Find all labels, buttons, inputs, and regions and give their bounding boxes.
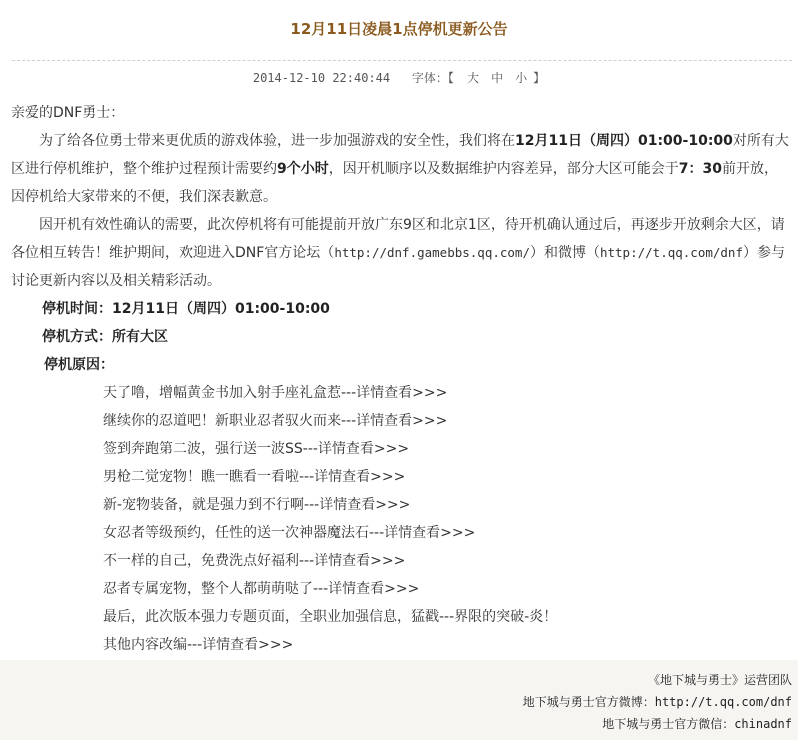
field-value: 12月11日（周四）01:00-10:00: [112, 301, 330, 317]
weibo-link[interactable]: http://t.qq.com/dnf: [654, 695, 792, 709]
field-value: 所有大区: [112, 329, 168, 345]
wechat-label: 地下城与勇士官方微信：: [602, 717, 735, 731]
field-label: 停机方式：: [42, 329, 112, 345]
list-item[interactable]: [103, 519, 790, 547]
publish-date: 2014-12-10 22:40:44: [252, 71, 391, 85]
article-meta: [0, 70, 798, 86]
reason-link[interactable]: 签到奔跑第二波，强行送一波SS---详情查看>>>: [103, 441, 410, 457]
reason-link[interactable]: 最后，此次版本强力专题页面，全职业加强信息，猛戳---界限的突破-炎！: [103, 609, 558, 625]
paragraph-forum: [11, 211, 790, 295]
list-item[interactable]: [103, 631, 790, 659]
signature-footer: [0, 660, 798, 740]
reason-link[interactable]: 女忍者等级预约，任性的送一次神器魔法石---详情查看>>>: [103, 525, 476, 541]
team-signature: 《地下城与勇士》运营团队: [647, 673, 792, 687]
forum-link[interactable]: http://dnf.gamebbs.qq.com/: [334, 245, 530, 260]
duration-highlight: 9个小时: [277, 161, 329, 177]
text-segment: ）参与讨论更新内容以及相关精彩活动。: [11, 245, 785, 289]
reason-link[interactable]: 继续你的忍道吧！新职业忍者驭火而来---详情查看>>>: [103, 413, 448, 429]
list-item[interactable]: [103, 379, 790, 407]
greeting: 亲爱的DNF勇士：: [11, 105, 125, 121]
font-size-label: 字体：: [411, 71, 448, 85]
reason-list: [11, 379, 790, 659]
reason-link[interactable]: 新-宠物装备，就是强力到不行啊---详情查看>>>: [103, 497, 411, 513]
list-item[interactable]: [103, 407, 790, 435]
font-size-large-button[interactable]: 大: [467, 71, 480, 85]
early-open-time-highlight: 7：30: [678, 161, 722, 177]
reason-link[interactable]: 男枪二觉宠物！瞧一瞧看一看啦---详情查看>>>: [103, 469, 406, 485]
text-segment: 因开机有效性确认的需要，此次停机将有可能提前开放广东9区和北京1区，待开机确认通过后，再逐步开放剩余大区，请各位相互转告！维护期间，欢迎进入DNF官方论坛（: [11, 217, 785, 261]
official-weibo: [0, 691, 792, 713]
wechat-id: chinadnf: [734, 717, 792, 731]
list-item[interactable]: [103, 547, 790, 575]
font-bracket-open: 【: [447, 71, 454, 85]
maintenance-time-field: [11, 295, 790, 323]
maintenance-time-highlight: 12月11日（周四）01:00-10:00: [515, 133, 733, 149]
field-label: 停机时间：: [42, 301, 112, 317]
official-wechat: [0, 713, 792, 735]
list-item[interactable]: [103, 491, 790, 519]
list-item[interactable]: [103, 463, 790, 491]
reason-link[interactable]: 忍者专属宠物，整个人都萌萌哒了---详情查看>>>: [103, 581, 420, 597]
reason-link[interactable]: 天了噜，增幅黄金书加入射手座礼盒惹---详情查看>>>: [103, 385, 448, 401]
weibo-label: 地下城与勇士官方微博：: [522, 695, 655, 709]
text-segment: 前开放，因停机给大家带来的不便，我们深表歉意。: [11, 161, 778, 205]
maintenance-scope-field: [11, 323, 790, 351]
text-segment: ）和微博（: [529, 245, 600, 261]
weibo-link[interactable]: http://t.qq.com/dnf: [599, 245, 743, 260]
text-segment: 为了给各位勇士带来更优质的游戏体验，进一步加强游戏的安全性，我们将在: [39, 133, 515, 149]
list-item[interactable]: [103, 435, 790, 463]
text-segment: 对所有大区进行停机维护，整个维护过程预计需要约: [11, 133, 789, 177]
page-title: 12月11日凌晨1点停机更新公告: [290, 20, 508, 38]
font-size-small-button[interactable]: 小: [515, 71, 528, 85]
reason-link[interactable]: 不一样的自己，免费洗点好福利---详情查看>>>: [103, 553, 406, 569]
font-size-medium-button[interactable]: 中: [491, 71, 504, 85]
title-divider: [12, 60, 792, 61]
list-item[interactable]: [103, 603, 790, 631]
text-segment: ，因开机顺序以及数据维护内容差异，部分大区可能会于: [328, 161, 679, 177]
paragraph-maintenance: [11, 127, 790, 211]
maintenance-reason-label: 停机原因：: [44, 357, 114, 373]
reason-link[interactable]: 其他内容改编---详情查看>>>: [103, 637, 294, 653]
article-body: [0, 99, 798, 659]
font-bracket-close: 】: [533, 71, 546, 85]
list-item[interactable]: [103, 575, 790, 603]
